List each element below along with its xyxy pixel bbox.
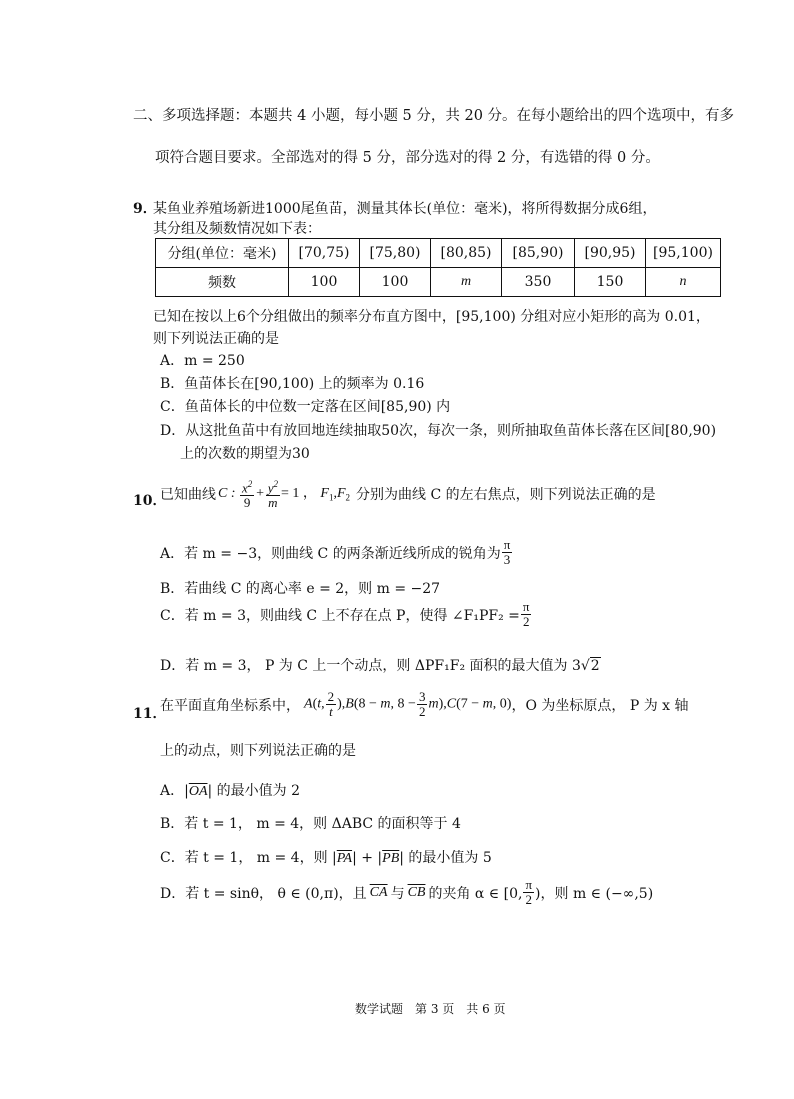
q11-stem-line-2: 上的动点，则下列说法正确的是 [160,743,356,759]
q9-option-d-line-1: D．从这批鱼苗中有放回地连续抽取50次，每次一条，则所抽取鱼苗体长落在区间[80,90) [160,423,717,439]
table-cell: [80,85) [431,239,502,268]
table-cell: 100 [360,268,431,297]
q11-option-d-mid2: 的夹角 α ∈ [0, [428,885,523,902]
q11-option-d [160,878,653,907]
q10-option-a-text: A．若 m = −3，则曲线 C 的两条渐近线所成的锐角为 [160,545,501,562]
q11-stem-prefix: 在平面直角坐标系中， [160,697,300,714]
q11-option-d-prefix: D．若 t = sinθ， θ ∈ (0,π)，且 [160,885,367,902]
q11-option-c-suffix: | 的最小值为 5 [399,850,492,866]
pi-over-2: $\frac{\pi}{2}$ [525,877,533,907]
q11-stem-suffix: ，O 为坐标原点， P 为 x 轴 [511,697,689,714]
q11-option-a-suffix: | 的最小值为 2 [207,783,301,799]
q11-stem [160,690,689,719]
q9-stem-line-1: 某鱼业养殖场新进1000尾鱼苗，测量其体长(单位：毫米)，将所得数据分成6组， [153,201,657,217]
table-cell: [95,100) [646,239,721,268]
q10-option-c [160,600,532,629]
points-formula: A(t, $\frac{2}{t}$ ),B(8 − m, 8 − $\frac{3}{2}$ m),C(7 − m, 0) [304,689,512,719]
table-row [156,268,721,297]
q11-option-a [160,780,300,800]
table-cell: 350 [502,268,575,297]
vector-ca: $\overline{CA}$ [369,884,388,900]
q11-option-c-prefix: C．若 t = 1， m = 4，则 | [160,850,337,866]
table-cell: n [646,268,721,297]
table-cell: 100 [289,268,360,297]
q9-condition-line-1: 已知在按以上6个分组做出的频率分布直方图中，[95,100) 分组对应小矩形的高为 0.01， [153,309,710,325]
q10-option-a [160,538,513,567]
pi-over-2: $\frac{\pi}{2}$ [522,599,530,629]
q9-stem-line-2: 其分组及频数情况如下表： [153,221,321,237]
q9-option-b: B．鱼苗体长在[90,100) 上的频率为 0.16 [160,376,425,392]
q10-stem [160,477,656,510]
table-row [156,239,721,268]
table-cell: 频数 [156,268,289,297]
table-cell: 150 [575,268,646,297]
table-cell: [90,95) [575,239,646,268]
q10-option-d: D．若 m = 3， P 为 C 上一个动点，则 ΔPF₁F₂ 面积的最大值为 3√2 [160,658,600,674]
q10-option-d-text: D．若 m = 3， P 为 C 上一个动点，则 ΔPF₁F₂ 面积的最大值为 3 [160,658,581,674]
q10-option-c-text: C．若 m = 3，则曲线 C 上不存在点 P，使得 ∠F₁PF₂ = [160,607,520,624]
q9-condition-line-2: 则下列说法正确的是 [153,331,279,347]
table-cell: [70,75) [289,239,360,268]
vector-cb: $\overline{CB}$ [407,884,426,900]
pi-over-3: $\frac{\pi}{3}$ [503,537,511,567]
q11-option-c [160,847,492,867]
q9-number: 9． [133,201,157,217]
section-line-1: 二、多项选择题：本题共 4 小题，每小题 5 分，共 20 分。在每小题给出的四个选项中，有多 [133,108,735,124]
q11-option-c-mid: | + | [352,850,383,866]
vector-oa: $\overline{OA}$ [188,784,208,799]
curve-formula: C : $\frac{x^2}{9}$ + $\frac{y^2}{m}$ = 1 ， $F_1,F_2$ [218,479,351,511]
q11-option-b: B．若 t = 1， m = 4，则 ΔABC 的面积等于 4 [160,816,461,832]
q11-option-d-mid: 与 [390,885,405,902]
sqrt-radicand: 2 [590,658,600,674]
q9-option-d-line-2: 上的次数的期望为30 [180,446,310,462]
table-cell: [75,80) [360,239,431,268]
q10-option-b: B．若曲线 C 的离心率 e = 2，则 m = −27 [160,581,441,597]
q9-option-c: C．鱼苗体长的中位数一定落在区间[85,90) 内 [160,399,451,415]
q11-option-a-prefix: A．| [160,783,189,799]
q11-option-d-suffix: )，则 m ∈ (−∞,5) [535,885,654,902]
q10-stem-prefix: 已知曲线 [160,486,216,503]
page-footer: 数学试题 第 3 页 共 6 页 [355,1002,506,1016]
table-cell: m [431,268,502,297]
q11-number: 11． [133,706,167,722]
table-cell: [85,90) [502,239,575,268]
section-line-2: 项符合题目要求。全部选对的得 5 分，部分选对的得 2 分，有选错的得 0 分。 [155,150,660,166]
table-cell: 分组(单位：毫米) [156,239,289,268]
q10-number: 10． [133,493,167,509]
frequency-table [155,238,721,297]
q9-option-a: A．m = 250 [160,353,245,369]
q10-stem-suffix: 分别为曲线 C 的左右焦点，则下列说法正确的是 [356,486,656,503]
vector-pa: $\overline{PA}$ [336,851,353,866]
vector-pb: $\overline{PB}$ [382,851,400,866]
